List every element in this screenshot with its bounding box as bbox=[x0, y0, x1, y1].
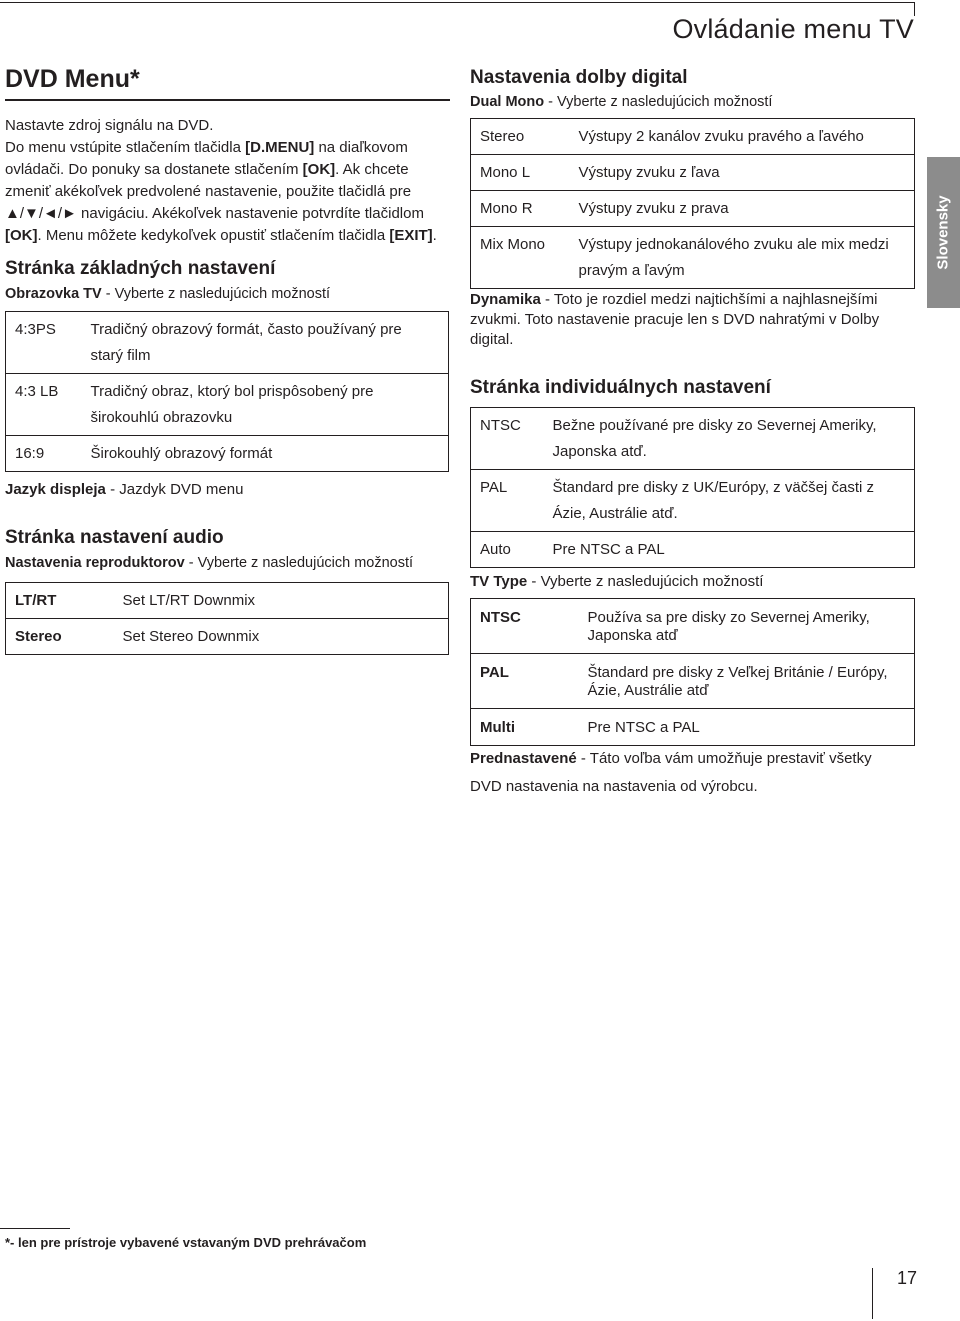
table-cell-key: PAL bbox=[471, 654, 579, 709]
tv-type-subtitle: TV Type - Vyberte z nasledujúcich možností bbox=[470, 573, 764, 590]
table-cell-key: 4:3PS bbox=[6, 312, 82, 374]
table-row bbox=[6, 619, 449, 655]
table-cell-value: Bežne používané pre disky zo Severnej Ameriky, Japonska atď. bbox=[544, 408, 915, 470]
page-number: 17 bbox=[897, 1268, 918, 1288]
table-row bbox=[471, 227, 915, 289]
table-cell-key: Multi bbox=[471, 709, 579, 746]
header-rule bbox=[0, 2, 914, 3]
speaker-settings-subtitle: Nastavenia reproduktorov - Vyberte z nasledujúcich možností bbox=[5, 555, 414, 571]
intro-paragraph bbox=[5, 115, 450, 247]
custom-settings-title: Stránka individuálnych nastavení bbox=[470, 377, 771, 398]
intro-line-2: Do menu vstúpite stlačením tlačidla [D.MENU] na diaľkovom bbox=[5, 139, 408, 156]
language-side-tab bbox=[927, 157, 960, 308]
table-row bbox=[471, 119, 915, 155]
table-cell-key: Stereo bbox=[471, 119, 570, 155]
table-row bbox=[471, 191, 915, 227]
table-cell-key: PAL bbox=[471, 470, 544, 532]
dvd-menu-heading: DVD Menu* bbox=[5, 65, 140, 93]
table-row bbox=[471, 470, 915, 532]
table-row bbox=[6, 374, 449, 436]
table-row bbox=[471, 599, 915, 654]
table-row bbox=[471, 155, 915, 191]
dual-mono-subtitle: Dual Mono - Vyberte z nasledujúcich možností bbox=[470, 94, 773, 110]
table-cell-value: Pre NTSC a PAL bbox=[579, 709, 915, 746]
table-cell-key: Mono R bbox=[471, 191, 570, 227]
language-side-tab-label: Slovensky bbox=[935, 195, 952, 270]
intro-line-5: ▲/▼/◄/► navigáciu. Akékoľvek nastavenie potvrdíte tlačidlom bbox=[5, 205, 424, 222]
dynamics-paragraph: Dynamika - Toto je rozdiel medzi najtichšími a najhlasnejšími zvukmi. Toto nastavenie pracuje len s DVD nahratými v Dolby digital. bbox=[470, 291, 880, 348]
page-number-rule bbox=[872, 1268, 873, 1319]
table-cell-key: 16:9 bbox=[6, 436, 82, 472]
table-cell-key: 4:3 LB bbox=[6, 374, 82, 436]
page-title: Ovládanie menu TV bbox=[672, 14, 914, 44]
table-cell-value: Štandard pre disky z Veľkej Británie / Európy, Ázie, Austrálie atď bbox=[579, 654, 915, 709]
table-cell-value: Set LT/RT Downmix bbox=[114, 583, 449, 619]
table-cell-value: Výstupy jednokanálového zvuku ale mix medzi pravým a ľavým bbox=[570, 227, 915, 289]
table-cell-key: NTSC bbox=[471, 599, 579, 654]
table-cell-key: Auto bbox=[471, 532, 544, 568]
screen-tv-subtitle: Obrazovka TV - Vyberte z nasledujúcich možností bbox=[5, 286, 331, 302]
table-row bbox=[471, 532, 915, 568]
table-cell-value: Výstupy zvuku z prava bbox=[570, 191, 915, 227]
intro-line-4: zmeniť akékoľvek predvolené nastavenie, použite tlačidlá pre bbox=[5, 183, 412, 200]
table-cell-value: Pre NTSC a PAL bbox=[544, 532, 915, 568]
basic-settings-title: Stránka základných nastavení bbox=[5, 258, 276, 279]
table-cell-key: Mono L bbox=[471, 155, 570, 191]
table-cell-value: Výstupy zvuku z ľava bbox=[570, 155, 915, 191]
footnote-rule bbox=[0, 1228, 70, 1229]
table-cell-value: Výstupy 2 kanálov zvuku pravého a ľavého bbox=[570, 119, 915, 155]
table-row bbox=[471, 408, 915, 470]
table-row bbox=[6, 436, 449, 472]
table-cell-key: Mix Mono bbox=[471, 227, 570, 289]
dvd-menu-heading-rule bbox=[5, 99, 450, 101]
table-cell-key: Stereo bbox=[6, 619, 114, 655]
intro-line-6: [OK]. Menu môžete kedykoľvek opustiť stlačením tlačidla [EXIT]. bbox=[5, 227, 437, 244]
table-row bbox=[6, 583, 449, 619]
screen-tv-table bbox=[5, 311, 449, 472]
dolby-settings-title: Nastavenia dolby digital bbox=[470, 67, 688, 88]
dual-mono-table bbox=[470, 118, 915, 289]
table-row bbox=[471, 709, 915, 746]
custom-settings-table bbox=[470, 407, 915, 568]
table-cell-value: Širokouhlý obrazový formát bbox=[82, 436, 449, 472]
display-language-line: Jazyk displeja - Jazdyk DVD menu bbox=[5, 481, 244, 498]
table-cell-value: Tradičný obrazový formát, často používaný pre starý film bbox=[82, 312, 449, 374]
table-cell-value: Tradičný obraz, ktorý bol prispôsobený pre širokouhlú obrazovku bbox=[82, 374, 449, 436]
table-row bbox=[471, 654, 915, 709]
table-cell-value: Set Stereo Downmix bbox=[114, 619, 449, 655]
speaker-settings-table bbox=[5, 582, 449, 655]
intro-line-3: ovládači. Do ponuky sa dostanete stlačením [OK]. Ak chcete bbox=[5, 161, 409, 178]
header-rule-tick bbox=[914, 2, 915, 16]
table-cell-key: NTSC bbox=[471, 408, 544, 470]
footnote: *- len pre prístroje vybavené vstavaným DVD prehrávačom bbox=[5, 1235, 367, 1250]
intro-line-1: Nastavte zdroj signálu na DVD. bbox=[5, 117, 214, 134]
table-row bbox=[6, 312, 449, 374]
table-cell-value: Štandard pre disky z UK/Európy, z väčšej časti z Ázie, Austrálie atď. bbox=[544, 470, 915, 532]
table-cell-key: LT/RT bbox=[6, 583, 114, 619]
default-settings-paragraph: Prednastavené - Táto voľba vám umožňuje prestaviť všetky DVD nastavenia na nastavenia od výrobcu. bbox=[470, 750, 872, 795]
tv-type-table bbox=[470, 598, 915, 746]
audio-settings-title: Stránka nastavení audio bbox=[5, 527, 224, 548]
table-cell-value: Používa sa pre disky zo Severnej Ameriky, Japonska atď bbox=[579, 599, 915, 654]
